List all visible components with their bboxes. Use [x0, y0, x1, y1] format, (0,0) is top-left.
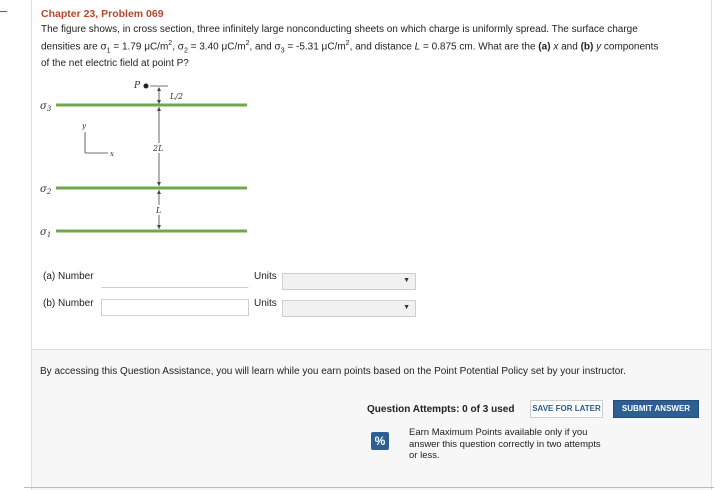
answer-b-units-select[interactable]: [282, 300, 416, 317]
answer-a-label: (a) Number: [43, 271, 94, 282]
problem-line-1: The figure shows, in cross section, three infinitely large nonconducting sheets on which charge is uniformly spread. The surface charge: [41, 24, 638, 35]
arrow-l2-up: [157, 87, 161, 91]
sigma1-label: $\sigma_1$: [40, 227, 52, 239]
dim-2l-label: 2L: [153, 144, 164, 153]
answer-b-label: (b) Number: [43, 298, 94, 309]
arrow-l2-down: [157, 100, 161, 104]
sigma2-label: $\sigma_2$: [40, 184, 52, 196]
charged-sheets-figure: [30, 70, 260, 240]
point-p: [144, 84, 149, 89]
dim-l-label: L: [156, 206, 162, 215]
problem-statement: [41, 23, 701, 71]
assistance-text: By accessing this Question Assistance, you will learn while you earn points based on the Point Potential Policy set by your instructor.: [40, 366, 626, 377]
arrow-l-up: [157, 190, 161, 194]
dropdown-arrow-icon: ▼: [403, 304, 410, 311]
x-axis-label: x: [110, 150, 114, 158]
problem-line-3: of the net electric field at point P?: [41, 58, 189, 70]
save-for-later-button[interactable]: SAVE FOR LATER: [530, 400, 603, 418]
earn-points-note: Earn Maximum Points available only if you answer this question correctly in two attempts or less.: [409, 427, 601, 461]
question-attempts: Question Attempts: 0 of 3 used: [367, 404, 515, 415]
arrow-2l-down: [157, 182, 161, 186]
sigma3-label: $\sigma_3$: [40, 101, 52, 113]
submit-answer-button[interactable]: SUBMIT ANSWER: [613, 400, 699, 418]
dropdown-arrow-icon: ▼: [403, 277, 410, 284]
percent-icon: %: [371, 432, 389, 450]
arrow-2l-up: [157, 107, 161, 111]
problem-line-2: densities are $\sigma_1 = 1.79$ $\mu C/m^2$, $\sigma_2 = 3.40$ $\mu C/m^2$, and $\sigma_3 = -5.31$ $\mu C/m^2$, and distance L = 0.875 cm. What are the (a) x and (b) y components: [41, 39, 659, 54]
answer-a-units-select[interactable]: [282, 273, 416, 290]
divider: [24, 487, 714, 488]
dim-l2-label: L/2: [170, 92, 184, 101]
answer-b-number-input[interactable]: [101, 299, 249, 316]
y-axis-label: y: [82, 122, 86, 130]
point-p-label: P: [134, 81, 141, 91]
answer-a-number-input[interactable]: [101, 271, 249, 288]
problem-title: Chapter 23, Problem 069: [41, 8, 164, 20]
answer-b-units-label: Units: [254, 298, 277, 309]
left-edge-marker: [0, 11, 7, 12]
arrow-l-down: [157, 225, 161, 229]
answer-a-units-label: Units: [254, 271, 277, 282]
